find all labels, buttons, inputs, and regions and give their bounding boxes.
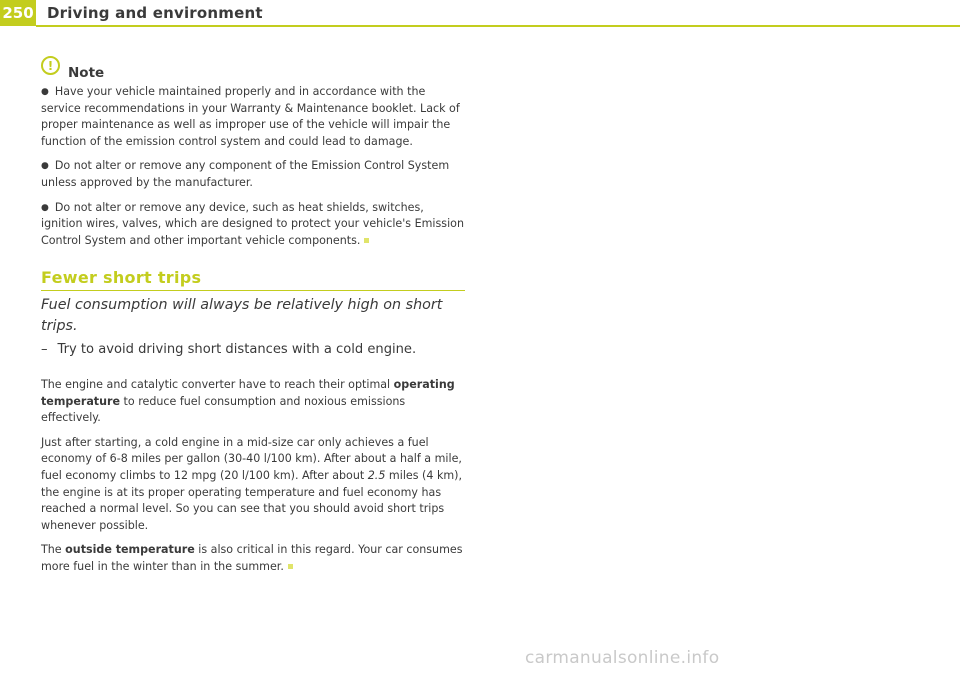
header-rule: [36, 25, 960, 27]
warning-circle-icon: !: [41, 56, 60, 75]
page-number-badge: 250: [0, 0, 36, 26]
chapter-title: Driving and environment: [47, 4, 263, 22]
instruction-step: – Try to avoid driving short distances with a cold engine.: [41, 342, 417, 357]
body-paragraph: The outside temperature is also critical in this regard. Your car consumes more fuel in the winter than in the summer.: [41, 543, 463, 573]
section-rule: [41, 290, 465, 291]
note-title: Note: [68, 65, 105, 81]
note-bullet-list: [41, 84, 465, 249]
section-title: Fewer short trips: [41, 268, 202, 287]
note-bullet: ● Have your vehicle maintained properly and in accordance with the service recommendations in your Warranty & Maintenance booklet. Lack of proper maintenance as well as improper use of the vehicle will impair the function of the emission control system and could lead to damage.: [41, 85, 460, 148]
note-bullet: ● Do not alter or remove any device, such as heat shields, switches, ignition wires, valves, which are designed to protect your vehicle's Emission Control System and other important vehicle components.: [41, 200, 464, 247]
note-bullet: ● Do not alter or remove any component of the Emission Control System unless approved by the manufacturer.: [41, 159, 450, 189]
end-of-section-icon: [364, 238, 369, 243]
section-intro: Fuel consumption will always be relatively high on short trips.: [41, 297, 443, 334]
body-paragraph: The engine and catalytic converter have to reach their optimal operating temperature to reduce fuel consumption and noxious emissions effectively.: [41, 378, 455, 425]
watermark: carmanualsonline.info: [525, 648, 720, 668]
body-paragraph: Just after starting, a cold engine in a mid-size car only achieves a fuel economy of 6-8 miles per gallon (30-40 l/100 km). After about a half a mile, fuel economy climbs to 12 mpg (20 l/100 km). After about 2.5 miles (4 km), the engine is at its proper operating temperature and fuel economy has reached a normal level. So you can see that you should avoid short trips whenever possible.: [41, 435, 463, 532]
section-body: [41, 377, 465, 576]
end-of-section-icon: [288, 564, 293, 569]
bullet-dot-icon: ●: [41, 87, 49, 97]
bullet-dot-icon: ●: [41, 202, 49, 213]
bullet-dot-icon: ●: [41, 161, 49, 172]
